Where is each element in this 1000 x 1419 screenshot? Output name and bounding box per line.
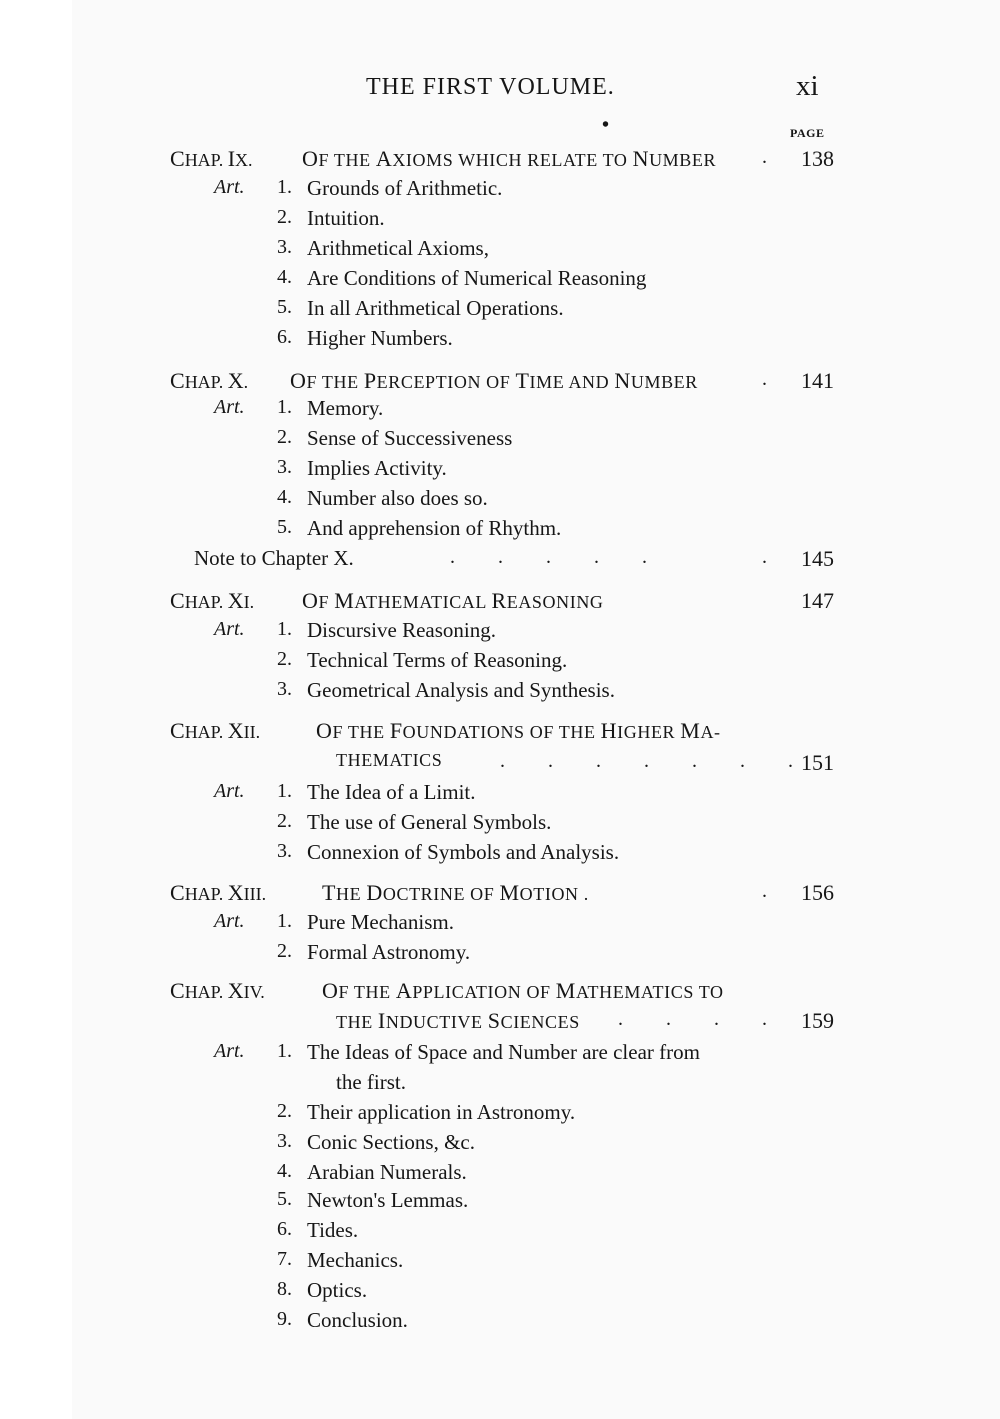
page-number: 147 <box>801 588 834 613</box>
article-title: Newton's Lemmas. <box>307 1188 469 1212</box>
article-title-continued: the first. <box>336 1070 406 1094</box>
article-number: 6. <box>277 326 292 348</box>
dot-leader: . . . . . <box>450 546 666 568</box>
chapter-title: OF THE AXIOMS WHICH RELATE TO NUMBER <box>302 146 717 171</box>
article-label: Art. <box>214 618 245 640</box>
article-title: Grounds of Arithmetic. <box>307 176 503 200</box>
article-title: The Idea of a Limit. <box>307 780 476 804</box>
article-title: Higher Numbers. <box>307 326 453 350</box>
article-title: Conic Sections, &c. <box>307 1130 475 1154</box>
page-number: 159 <box>801 1008 834 1033</box>
article-title: And apprehension of Rhythm. <box>307 516 562 540</box>
article-number: 4. <box>277 486 292 508</box>
article-label: Art. <box>214 910 245 932</box>
article-number: 2. <box>277 426 292 448</box>
running-title: THE FIRST VOLUME. <box>366 74 615 100</box>
dot-leader: . <box>762 880 767 902</box>
article-title: Their application in Astronomy. <box>307 1100 576 1124</box>
chapter-label: CHAP. IX. <box>170 146 253 171</box>
dot-leader: . <box>762 368 767 390</box>
printer-mark: • <box>602 114 610 136</box>
article-number: 1. <box>277 780 292 802</box>
article-number: 1. <box>277 1040 292 1062</box>
dot-leader: . <box>762 146 767 168</box>
article-title: Are Conditions of Numerical Reasoning <box>307 266 647 290</box>
article-number: 3. <box>277 678 292 700</box>
article-title: Discursive Reasoning. <box>307 618 496 642</box>
chapter-label: CHAP. X. <box>170 368 249 393</box>
article-number: 2. <box>277 206 292 228</box>
folio-number: xi <box>796 70 819 102</box>
dot-leader: . . . . <box>618 1008 786 1030</box>
article-number: 1. <box>277 910 292 932</box>
article-title: Geometrical Analysis and Synthesis. <box>307 678 615 702</box>
article-number: 3. <box>277 236 292 258</box>
article-title: Arabian Numerals. <box>307 1160 467 1184</box>
article-title: In all Arithmetical Operations. <box>307 296 564 320</box>
chapter-label: CHAP. XIV. <box>170 978 265 1003</box>
article-number: 3. <box>277 456 292 478</box>
article-label: Art. <box>214 176 245 198</box>
dot-leader: . . . . . . . <box>500 750 812 772</box>
article-title: The use of General Symbols. <box>307 810 552 834</box>
page-number: 145 <box>801 546 834 571</box>
page-number: 138 <box>801 146 834 171</box>
article-number: 4. <box>277 1160 292 1182</box>
article-title: Number also does so. <box>307 486 488 510</box>
article-title: Connexion of Symbols and Analysis. <box>307 840 620 864</box>
article-number: 2. <box>277 940 292 962</box>
article-title: Tides. <box>307 1218 359 1242</box>
article-number: 2. <box>277 810 292 832</box>
article-label: Art. <box>214 1040 245 1062</box>
chapter-title: OF THE FOUNDATIONS OF THE HIGHER MA- <box>316 718 721 743</box>
chapter-label: CHAP. XII. <box>170 718 261 743</box>
chapter-title: OF THE PERCEPTION OF TIME AND NUMBER <box>290 368 698 393</box>
article-number: 7. <box>277 1248 292 1270</box>
article-number: 4. <box>277 266 292 288</box>
article-title: Sense of Successiveness <box>307 426 513 450</box>
article-title: Formal Astronomy. <box>307 940 471 964</box>
article-title: Arithmetical Axioms, <box>307 236 489 260</box>
article-label: Art. <box>214 396 245 418</box>
article-number: 1. <box>277 396 292 418</box>
note-title: Note to Chapter X. <box>194 546 354 570</box>
page-column-label: PAGE <box>790 126 825 140</box>
article-number: 3. <box>277 1130 292 1152</box>
article-number: 5. <box>277 1188 292 1210</box>
chapter-label: CHAP. XIII. <box>170 880 267 905</box>
article-title: Memory. <box>307 396 384 420</box>
article-title: Pure Mechanism. <box>307 910 454 934</box>
book-page <box>72 0 1000 1419</box>
chapter-title: THE DOCTRINE OF MOTION . <box>322 880 589 905</box>
article-number: 5. <box>277 516 292 538</box>
article-number: 1. <box>277 176 292 198</box>
article-number: 1. <box>277 618 292 640</box>
article-title: Technical Terms of Reasoning. <box>307 648 568 672</box>
article-number: 8. <box>277 1278 292 1300</box>
chapter-title-continued: THE INDUCTIVE SCIENCES <box>336 1008 580 1033</box>
article-number: 2. <box>277 1100 292 1122</box>
chapter-title: OF THE APPLICATION OF MATHEMATICS TO <box>322 978 724 1003</box>
article-number: 9. <box>277 1308 292 1330</box>
page-number: 151 <box>801 750 834 775</box>
chapter-label: CHAP. XI. <box>170 588 255 613</box>
article-label: Art. <box>214 780 245 802</box>
article-title: Intuition. <box>307 206 385 230</box>
article-number: 5. <box>277 296 292 318</box>
article-title: The Ideas of Space and Number are clear from <box>307 1040 700 1064</box>
chapter-title-continued: THEMATICS <box>336 750 443 770</box>
article-number: 3. <box>277 840 292 862</box>
article-title: Implies Activity. <box>307 456 447 480</box>
article-number: 2. <box>277 648 292 670</box>
article-title: Optics. <box>307 1278 368 1302</box>
article-title: Conclusion. <box>307 1308 408 1332</box>
article-number: 6. <box>277 1218 292 1240</box>
page-number: 141 <box>801 368 834 393</box>
dot-leader: . <box>762 546 767 568</box>
page-number: 156 <box>801 880 834 905</box>
article-title: Mechanics. <box>307 1248 404 1272</box>
chapter-title: OF MATHEMATICAL REASONING <box>302 588 604 613</box>
